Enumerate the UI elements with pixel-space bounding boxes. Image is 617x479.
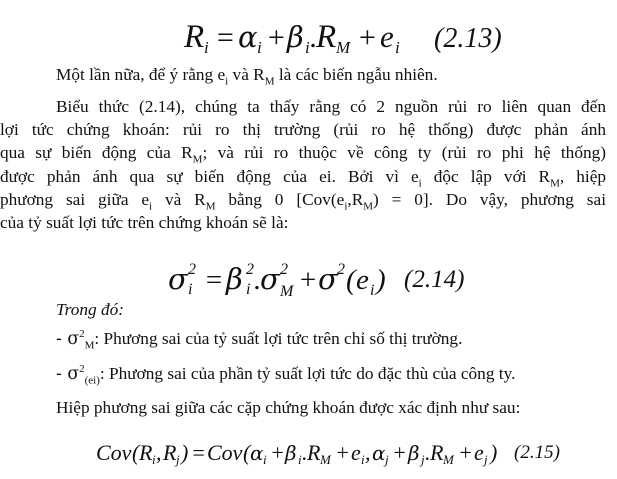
svg-text:R: R: [316, 19, 337, 55]
svg-text:R: R: [139, 440, 153, 465]
svg-text:2: 2: [280, 261, 288, 278]
svg-text:+: +: [335, 440, 350, 465]
paragraph-line: qua sự biến động của $R_M$; và rủi ro thuộc về công ty (rủi ro phi hệ thống): [0, 143, 607, 166]
svg-text:2: 2: [246, 261, 254, 278]
svg-text:+: +: [266, 21, 287, 54]
svg-text:σ: σ: [318, 262, 338, 296]
svg-text:j: j: [421, 452, 425, 467]
svg-text:.: .: [310, 21, 318, 54]
svg-text:=: =: [215, 21, 236, 54]
equation-2-13-graphic: [0, 14, 617, 58]
equation-2-14-graphic: [0, 256, 617, 302]
svg-text:,: ,: [156, 440, 162, 465]
svg-text:(: (: [132, 440, 140, 465]
svg-text:M: M: [280, 283, 294, 300]
svg-text:): ): [181, 440, 189, 465]
equation-2-15: [0, 434, 617, 479]
svg-text:β: β: [287, 20, 304, 54]
svg-text:.: .: [254, 264, 262, 296]
equation-2-15-graphic: [0, 434, 617, 474]
note-random-variables: Một lần nữa, để ý rằng $e_i$ và $R_M$ là các biến ngẫu nhiên.: [56, 65, 438, 88]
svg-text:α: α: [238, 20, 258, 54]
svg-text:): ): [490, 440, 498, 465]
paragraph-line: phương sai giữa $e_i$ và $R_M$ bằng 0 $[Cov(e_i,R_M) = 0]$. Do vậy, phương sai: [0, 189, 606, 213]
svg-text:Cov: Cov: [96, 440, 132, 465]
paragraph-line: của tỷ suất lợi tức trên chứng khoán sẽ là:: [0, 213, 289, 233]
svg-text:+: +: [392, 440, 407, 465]
svg-text:j: j: [484, 452, 488, 467]
svg-text:+: +: [357, 21, 378, 54]
svg-text:i: i: [204, 38, 209, 57]
svg-text:R: R: [184, 19, 205, 55]
svg-text:.: .: [425, 440, 431, 465]
svg-text:i: i: [370, 282, 375, 299]
svg-text:e: e: [474, 440, 484, 465]
svg-text:M: M: [320, 452, 331, 467]
paragraph-line: lợi tức chứng khoán: rủi ro thị trường (rủi ro hệ thống) được phản ánh: [0, 120, 606, 140]
svg-text:i: i: [361, 452, 365, 467]
svg-text:): ): [376, 264, 386, 296]
svg-text:α: α: [372, 441, 386, 465]
svg-text:σ: σ: [168, 262, 188, 296]
paragraph-line: được phản ánh qua sự biến động của ei. Bởi vì $e_i$ độc lập với $R_M$, hiệp: [0, 166, 606, 190]
svg-text:2: 2: [188, 261, 196, 278]
covariance-intro: Hiệp phương sai giữa các cặp chứng khoán được xác định như sau:: [56, 398, 521, 417]
svg-text:Cov: Cov: [207, 440, 243, 465]
svg-text:R: R: [307, 440, 321, 465]
svg-text:e: e: [351, 440, 361, 465]
definition-sigma-ei: - $\sigma^2_{(ei)}$: Phương sai của phần tỷ suất lợi tức do đặc thù của công ty.: [56, 363, 516, 387]
definition-sigma-m: - $\sigma^2_M$: Phương sai của tỷ suất lợi tức trên chỉ số thị trường.: [56, 328, 463, 352]
svg-text:β: β: [408, 441, 420, 465]
svg-text:(2.15): (2.15): [514, 442, 560, 463]
svg-text:j: j: [176, 452, 180, 467]
svg-text:i: i: [395, 38, 400, 57]
svg-text:,: ,: [365, 440, 371, 465]
svg-text:i: i: [188, 281, 193, 298]
svg-text:e: e: [356, 264, 369, 296]
svg-text:i: i: [263, 452, 267, 467]
svg-text:β: β: [285, 441, 297, 465]
svg-text:2: 2: [337, 261, 345, 278]
svg-text:=: =: [204, 264, 224, 296]
svg-text:M: M: [336, 38, 351, 57]
svg-text:e: e: [380, 19, 394, 54]
svg-text:M: M: [443, 452, 454, 467]
svg-text:i: i: [257, 38, 262, 57]
svg-text:i: i: [305, 38, 310, 57]
svg-text:(: (: [243, 440, 251, 465]
svg-text:i: i: [152, 452, 156, 467]
svg-text:.: .: [302, 440, 308, 465]
svg-text:σ: σ: [260, 262, 280, 296]
svg-text:(2.13): (2.13): [434, 23, 502, 54]
svg-text:α: α: [250, 441, 264, 465]
equation-2-13: [0, 14, 617, 63]
svg-text:+: +: [270, 440, 285, 465]
svg-text:+: +: [298, 264, 318, 296]
svg-text:j: j: [385, 452, 389, 467]
svg-text:R: R: [430, 440, 444, 465]
svg-text:+: +: [458, 440, 473, 465]
svg-text:(2.14): (2.14): [404, 266, 465, 293]
svg-text:(: (: [346, 264, 356, 296]
svg-text:=: =: [191, 440, 206, 465]
risk-paragraph: [0, 95, 607, 234]
svg-text:i: i: [298, 452, 302, 467]
svg-text:β: β: [226, 262, 243, 296]
svg-text:R: R: [163, 440, 177, 465]
svg-text:i: i: [246, 281, 251, 298]
paragraph-line: Biểu thức (2.14), chúng ta thấy rằng có 2 nguồn rủi ro liên quan đến: [56, 97, 606, 116]
trong-do-label: Trong đó:: [56, 300, 125, 319]
